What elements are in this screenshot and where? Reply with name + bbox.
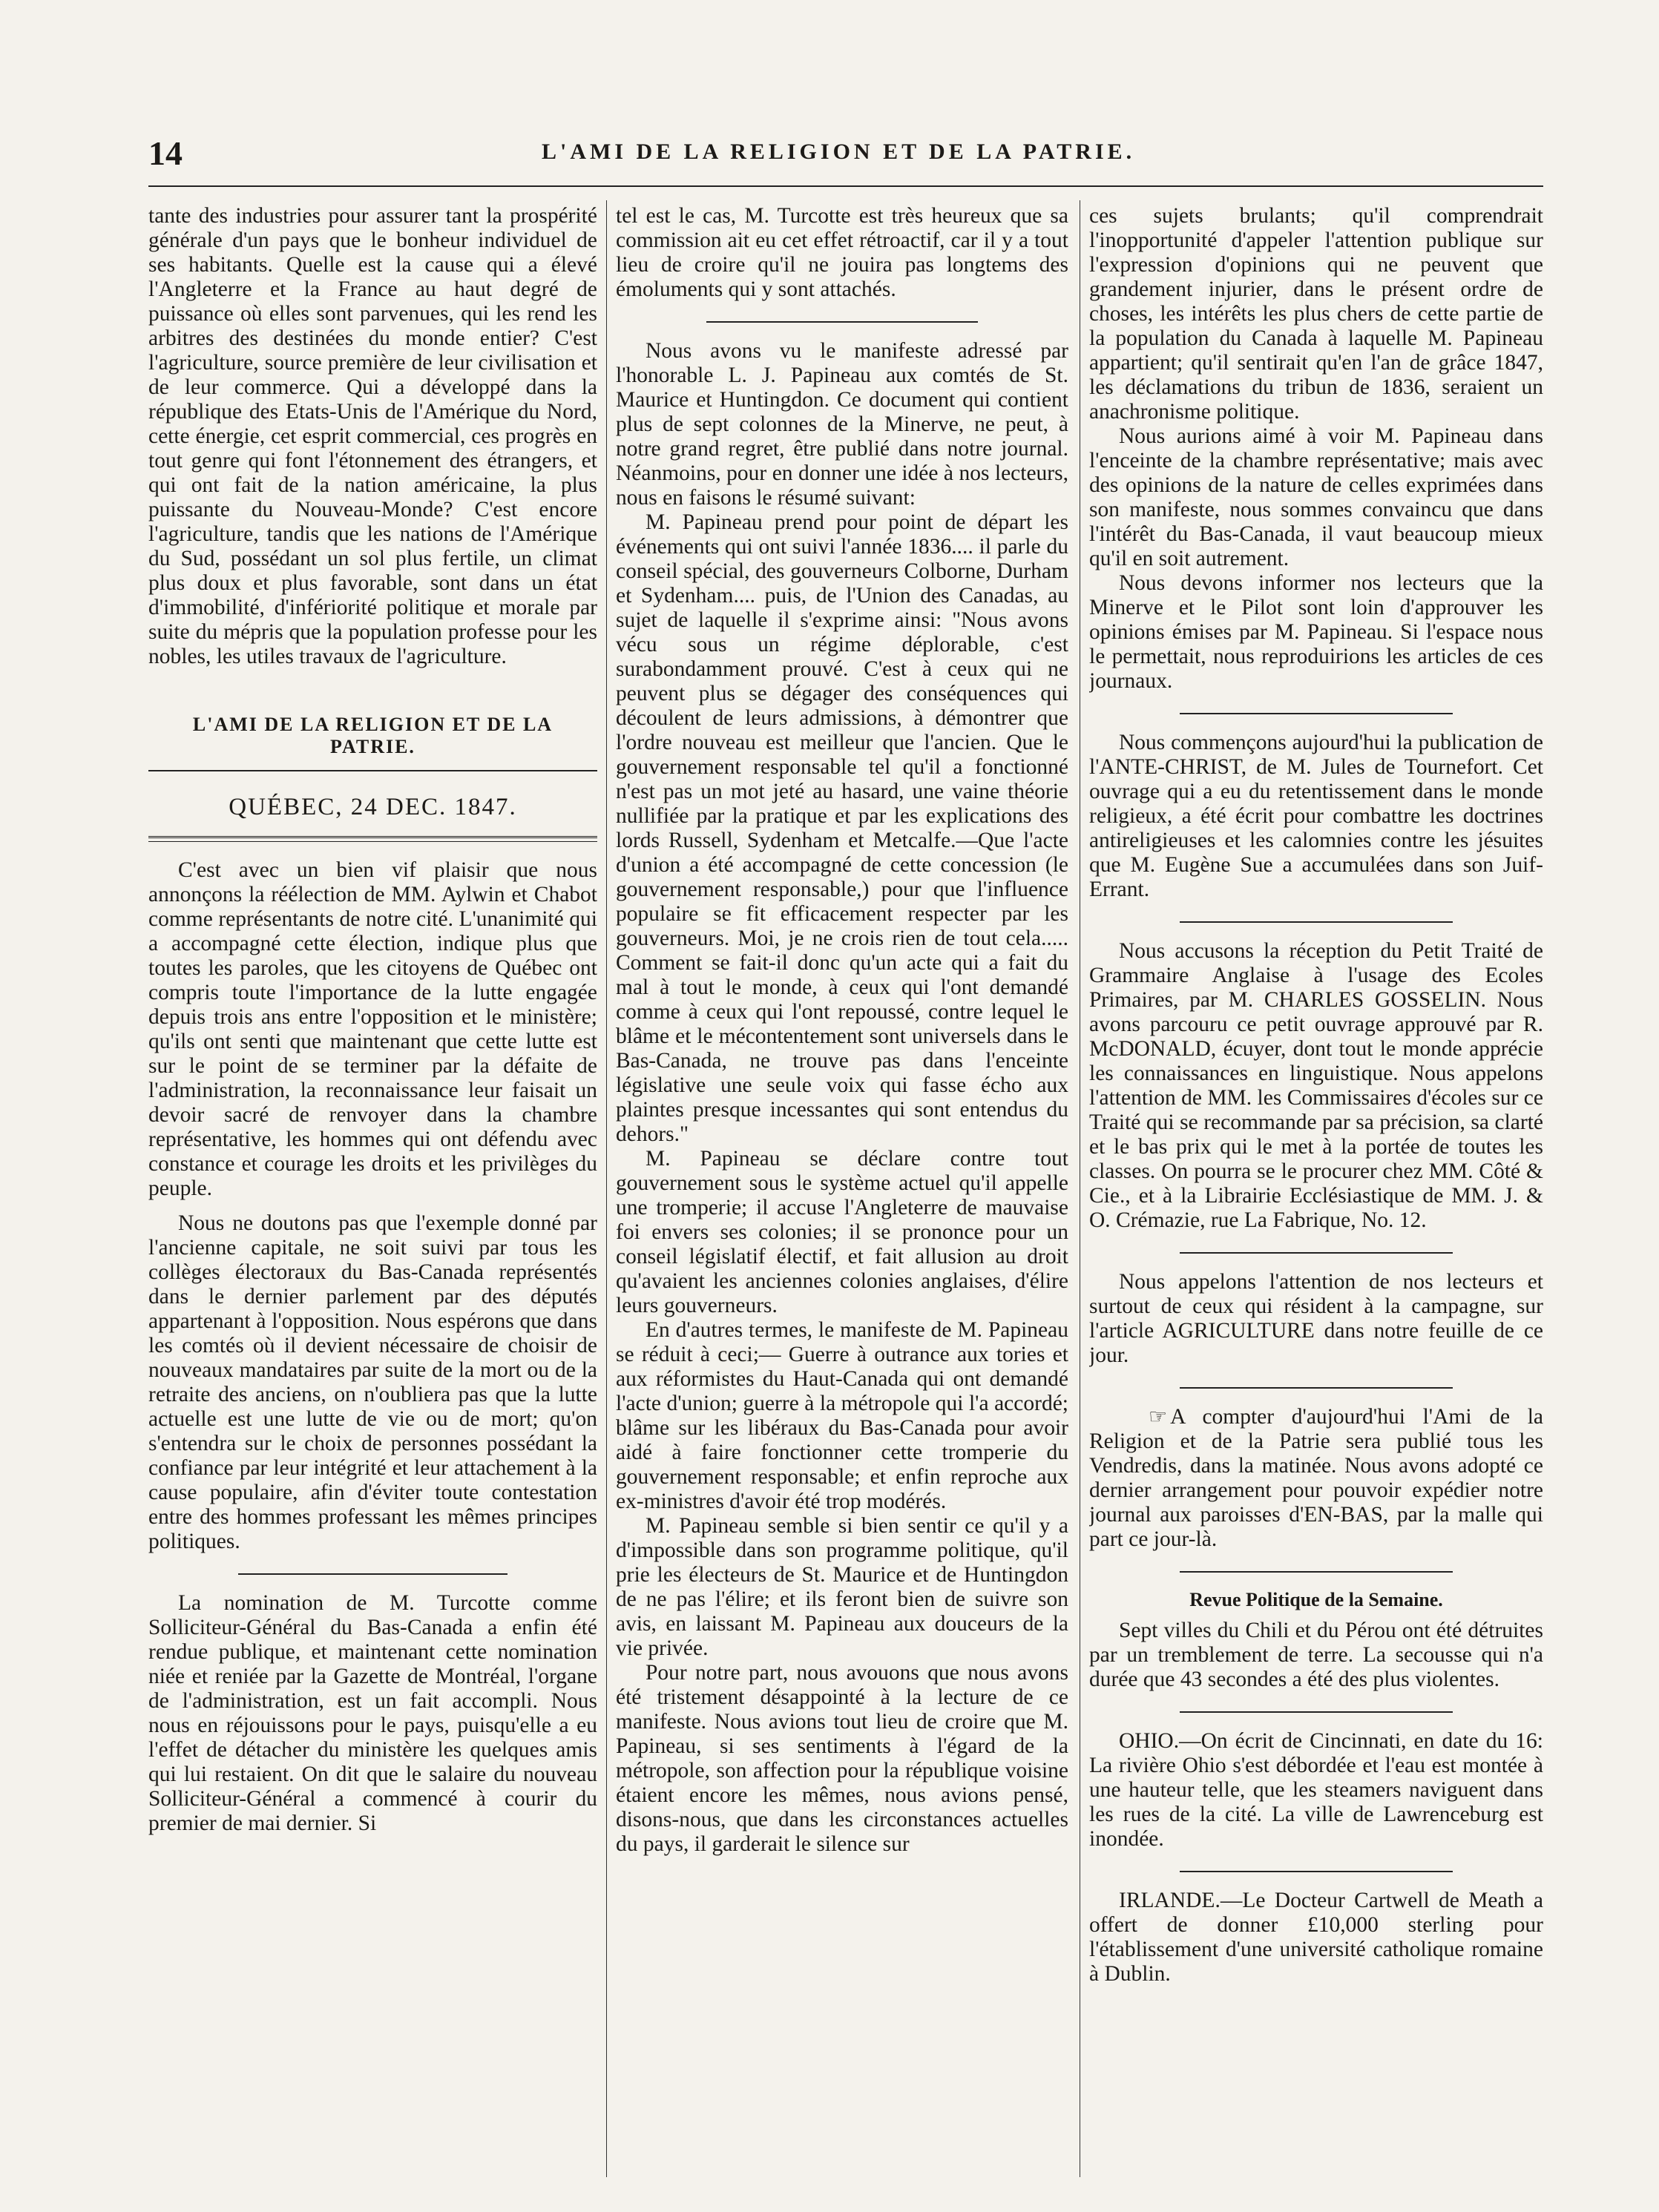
pointing-hand-icon: ☞ (1149, 1406, 1168, 1429)
article-paragraph: ces sujets brulants; qu'il comprendrait l'inopportunité d'appeler l'attention publique sur l'expression d'opinions qui ne peuvent que grandement injurier, dans le présent ordre de choses, les intérêts les plus chers de cette partie de la population du Canada à laquelle M. Papineau appartient; qu'il sentirait qu'en l'an de grâce 1847, les déclamations du tribun de 1836, seraient un anachronisme politique. (1089, 204, 1543, 424)
section-heading: Revue Politique de la Semaine. (1189, 1589, 1443, 1610)
section-rule (706, 321, 978, 323)
column-1 (148, 204, 597, 2177)
article-paragraph: Nous commençons aujourd'hui la publication de l'ANTE-CHRIST, de M. Jules de Tournefort. Cet ouvrage qui a eu du retentissement dans le monde religieux, a été écrit pour combattre les doctrines antireligieuses et les calomnies contre les jésuites que M. Eugène Sue a accumulées dans son Juif-Errant. (1089, 731, 1543, 901)
article-paragraph: Sept villes du Chili et du Pérou ont été détruites par un tremblement de terre. La secousse qui n'a durée que 43 secondes a été des plus violentes. (1089, 1619, 1543, 1691)
masthead: L'AMI DE LA RELIGION ET DE LA PATRIE. (192, 714, 553, 757)
page-header (148, 134, 1543, 171)
section-rule (1180, 1571, 1452, 1573)
dateline-rule (148, 836, 597, 842)
notice-paragraph (1089, 1405, 1543, 1552)
article-paragraph: M. Papineau se déclare contre tout gouvernement sous le système actuel qu'il appelle une tromperie; il accuse l'Angleterre de mauvaise foi envers ses colonies; il se prononce pour un conseil législatif électif, et fait allusion au droit qu'avaient les anciennes colonies anglaises, d'élire leurs gouverneurs. (616, 1147, 1068, 1317)
article-paragraph: En d'autres termes, le manifeste de M. Papineau se réduit à ceci;— Guerre à outrance aux tories et aux réformistes du Haut-Canada qui ont demandé l'acte d'union; guerre à la métropole qui l'a accordé; blâme sur les libéraux du Bas-Canada pour avoir aidé à faire fonctionner cette tromperie du gouvernement responsable; et enfin reproche aux ex-ministres d'avoir été trop modérés. (616, 1318, 1068, 1513)
article-paragraph: C'est avec un bien vif plaisir que nous annonçons la réélection de MM. Aylwin et Chabot comme représentants de notre cité. L'unanimité qui a accompagné cette élection, indique plus que toutes les paroles, que les citoyens de Québec ont compris toute l'importance de la lutte engagée depuis trois ans entre l'opposition et le ministère; qu'ils ont senti que maintenant que cette lutte est sur le point de se terminer par la défaite de l'administration, la reconnaissance leur faisait un devoir sacré de renvoyer dans la chambre représentative, les hommes qui ont défendu avec constance et courage les droits et les privilèges du peuple. (148, 858, 597, 1200)
article-paragraph: Nous devons informer nos lecteurs que la Minerve et le Pilot sont loin d'approuver les opinions émises par M. Papineau. Si l'espace nous le permettait, nous reproduirions les articles de ces journaux. (1089, 571, 1543, 693)
dateline: QUÉBEC, 24 DEC. 1847. (229, 794, 517, 820)
section-rule (1180, 1252, 1452, 1254)
section-rule (238, 1573, 507, 1575)
column-2 (616, 204, 1068, 2177)
article-paragraph: Pour notre part, nous avouons que nous avons été tristement désappointé à la lecture de ce manifeste. Nous avions tout lieu de croire que M. Papineau, si ses sentiments à l'égard de la métropole, son affection pour la république voisine étaient encore les mêmes, nous avions pensé, disons-nous, que dans les circonstances actuelles du pays, il garderait le silence sur (616, 1661, 1068, 1856)
section-rule (1180, 1871, 1452, 1872)
article-paragraph: tante des industries pour assurer tant la prospérité générale d'un pays que le bonheur individuel de ses habitants. Quelle est la cause qui a élevé l'Angleterre et la France au haut degré de puissance où elles sont parvenues, qui les rend les arbitres des destinées du monde entier? C'est l'agriculture, source première de leur civilisation et de leur commerce. Qui a développé dans la république des Etats-Unis de l'Amérique du Nord, cette énergie, cet esprit commercial, ces progrès en tout genre qui font l'étonnement des étrangers, et qui ont fait de la nation américaine, la plus puissante du Nouveau-Monde? C'est encore l'agriculture, tandis que les nations de l'Amérique du Sud, possédant un sol plus fertile, un climat plus doux et plus favorable, sont dans un état d'immobilité, d'infériorité politique et morale par suite du mépris que la population professe pour les nobles, les utiles travaux de l'agriculture. (148, 204, 597, 668)
article-paragraph: Nous avons vu le manifeste adressé par l'honorable L. J. Papineau aux comtés de St. Maurice et Huntingdon. Ce document qui contient plus de sept colonnes de la Minerve, ne peut, à notre grand regret, être publié dans notre journal. Néanmoins, pour en donner une idée à nos lecteurs, nous en faisons le résumé suivant: (616, 339, 1068, 510)
masthead-rule (148, 770, 597, 771)
article-paragraph: tel est le cas, M. Turcotte est très heureux que sa commission ait eu cet effet rétroactif, car il y a tout lieu de croire qu'il ne jouira pas longtems des émoluments qui y sont attachés. (616, 204, 1068, 301)
article-paragraph: La nomination de M. Turcotte comme Solliciteur-Général du Bas-Canada a enfin été rendue publique, et maintenant cette nomination niée et reniée par la Gazette de Montréal, l'organe de l'administration, est un fait accompli. Nous nous en réjouissons pour le pays, puisqu'elle a eu l'effet de détacher du ministère les quelques amis qui lui restaient. On dit que le salaire du nouveau Solliciteur-Général a commencé à courir du premier de mai dernier. Si (148, 1591, 597, 1835)
article-paragraph: Nous ne doutons pas que l'exemple donné par l'ancienne capitale, ne soit suivi par tous les collèges électoraux du Bas-Canada représentés dans le dernier parlement par des députés appartenant à l'opposition. Nous espérons que dans les comtés où il devient nécessaire de choisir de nouveaux mandataires par suite de la mort ou de la retraite des anciens, on n'oubliera pas que la lutte actuelle est une lutte de vie ou de mort; qu'on s'entendra sur le choix de personnes possédant la confiance par leur intégrité et leur attachement à la cause populaire, afin d'éviter toute contestation entre des hommes professant les mêmes principes politiques. (148, 1211, 597, 1553)
article-paragraph: Nous appelons l'attention de nos lecteurs et surtout de ceux qui résident à la campagne, sur l'article AGRICULTURE dans notre feuille de ce jour. (1089, 1270, 1543, 1367)
section-rule (1180, 1711, 1452, 1713)
article-paragraph: OHIO.—On écrit de Cincinnati, en date du 16: La rivière Ohio s'est débordée et l'eau est montée à une hauteur telle, que les steamers naviguent dans les rues de la cité. La ville de Lawrenceburg est inondée. (1089, 1729, 1543, 1851)
section-rule (1180, 1387, 1452, 1389)
column-divider (606, 200, 607, 2177)
article-paragraph: Nous accusons la réception du Petit Traité de Grammaire Anglaise à l'usage des Ecoles Primaires, par M. CHARLES GOSSELIN. Nous avons parcouru ce petit ouvrage approuvé par R. McDONALD, écuyer, dont tout le monde apprécie les connaissances en linguistique. Nous appelons l'attention de MM. les Commissaires d'écoles sur ce Traité qui se recommande par sa précision, sa clarté et le bas prix qui le met à la portée de toutes les classes. On pourra se le procurer chez MM. Côté & Cie., et à la Librairie Ecclésiastique de MM. J. & O. Crémazie, rue La Fabrique, No. 12. (1089, 939, 1543, 1232)
page-number: 14 (148, 134, 183, 172)
column-3 (1089, 204, 1543, 2177)
header-rule (148, 185, 1543, 187)
article-paragraph: M. Papineau semble si bien sentir ce qu'il y a d'impossible dans son programme politique, qu'il prie les électeurs de St. Maurice et de Huntingdon de ne pas l'élire; et ils feront bien de suivre son avis, en laissant M. Papineau aux douceurs de la vie privée. (616, 1514, 1068, 1660)
notice-text: A compter d'aujourd'hui l'Ami de la Religion et de la Patrie sera publié tous les Vendredis, dans la matinée. Nous avons adopté ce dernier arrangement pour pouvoir expédier notre journal aux paroisses d'EN-BAS, par la malle qui part ce jour-là. (1089, 1405, 1543, 1551)
section-rule (1180, 713, 1452, 714)
article-paragraph: Nous aurions aimé à voir M. Papineau dans l'enceinte de la chambre représentative; mais avec des opinions de la nature de celles exprimées dans son manifeste, nous sommes convaincu que dans l'intérêt du Bas-Canada, il vaut beaucoup mieux qu'il en soit autrement. (1089, 424, 1543, 570)
section-rule (1180, 921, 1452, 923)
running-title: L'AMI DE LA RELIGION ET DE LA PATRIE. (542, 139, 1136, 164)
article-paragraph: M. Papineau prend pour point de départ les événements qui ont suivi l'année 1836.... il parle du conseil spécial, des gouverneurs Colborne, Durham et Sydenham.... puis, de l'Union des Canadas, au sujet de laquelle il s'exprime ainsi: "Nous avons vécu sous un régime déplorable, c'est surabondamment prouvé. C'est à ceux qui ne peuvent plus se dégager des conséquences qui découlent de leurs admissions, à démontrer que l'ordre nouveau est meilleur que l'ancien. Que le gouvernement responsable tel qu'il a fonctionné n'est pas un mot jeté au hasard, une vaine théorie nullifiée par la pratique et par les explications des lords Russell, Sydenham et Metcalfe.—Que l'acte d'union a été accompagné de cette concession (le gouvernement responsable,) pour que l'influence populaire se fit efficacement respecter par les gouverneurs. Moi, je ne crois rien de tout cela..... Comment se fait-il donc qu'un acte qui a fait du mal à tout le monde, à ceux qui l'ont demandé comme à ceux qui l'ont repoussé, contre lequel le blâme et le mécontentement sont universels dans le Bas-Canada, ne trouve pas dans l'enceinte législative une seule voix qui fasse écho aux plaintes presque incessantes qui sont entendus du dehors." (616, 510, 1068, 1146)
article-paragraph: IRLANDE.—Le Docteur Cartwell de Meath a offert de donner £10,000 sterling pour l'établissement d'une université catholique romaine à Dublin. (1089, 1889, 1543, 1986)
